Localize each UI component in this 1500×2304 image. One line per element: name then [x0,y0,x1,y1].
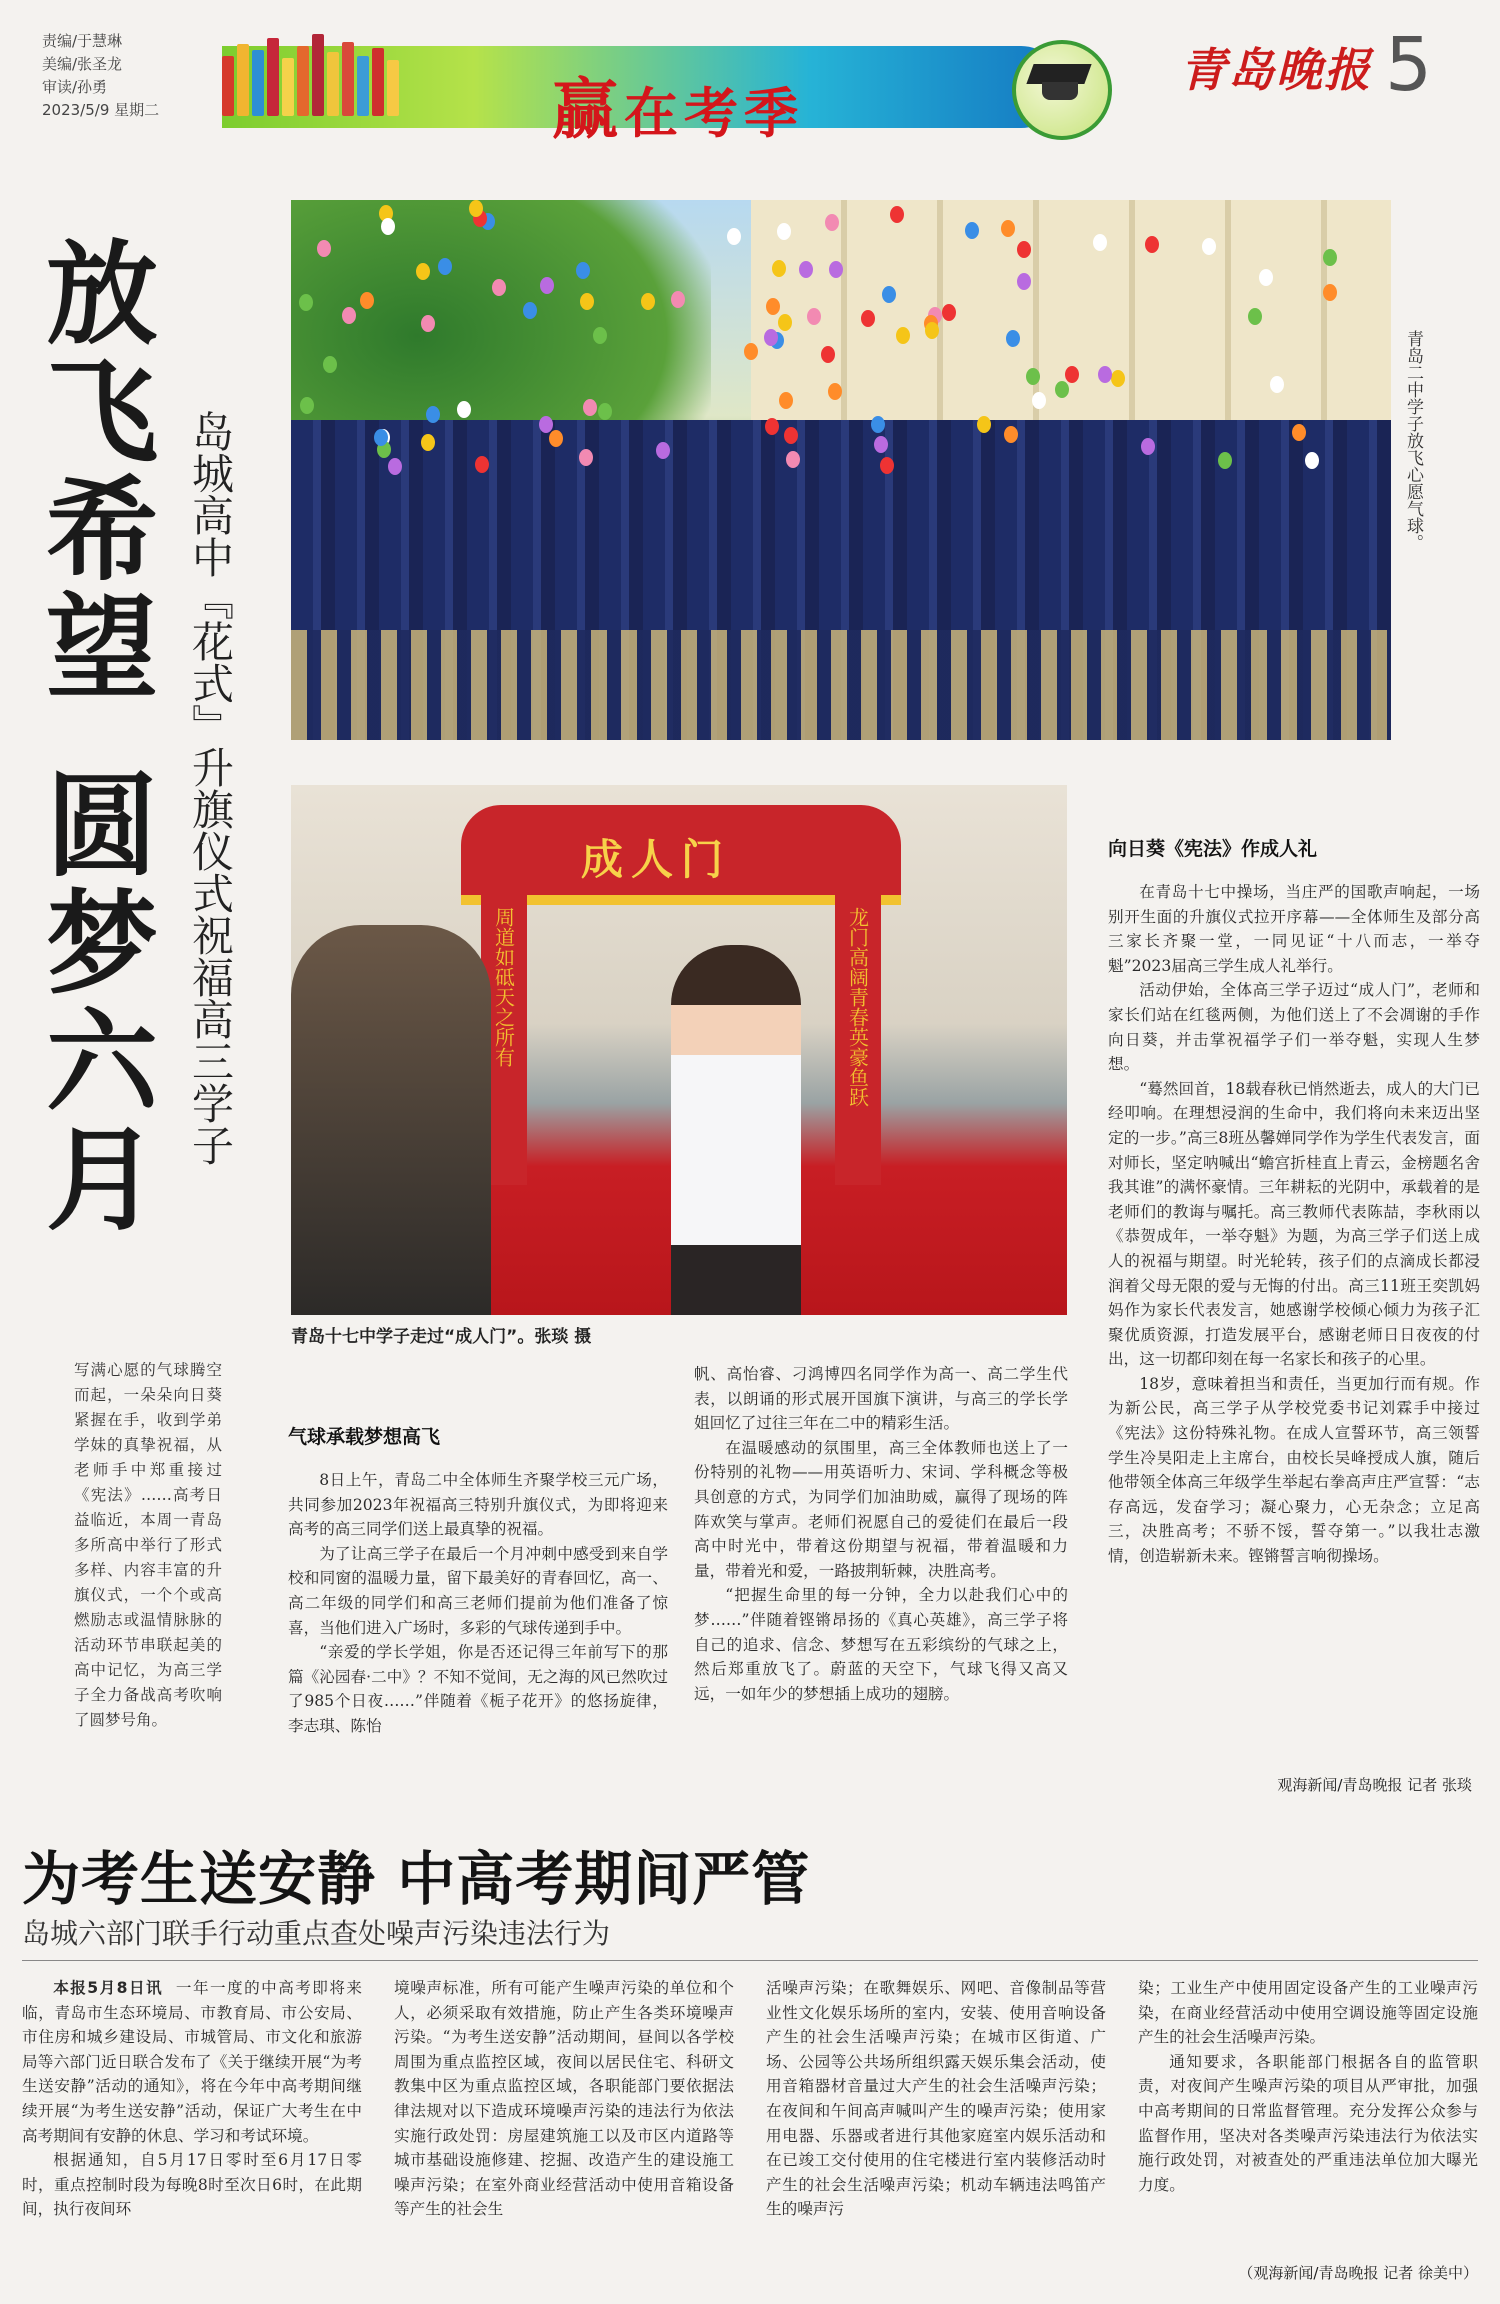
balloon-icon [807,308,821,325]
balloon-icon [896,327,910,344]
graduation-cap-base [1042,82,1078,100]
paragraph: “亲爱的学长学姐，你是否还记得三年前写下的那篇《沁园春·二中》？不知不觉间，无之海的风已然吹过了985个日夜……”伴随着《栀子花开》的悠扬旋律，李志琪、陈怡 [288,1643,668,1735]
proofreader-credit: 审读/孙勇 [42,78,108,96]
paragraph: 18岁，意味着担当和责任，当更加行而有规。作为新公民，高三学子从学校党委书记刘霖手中接过《宪法》这份特殊礼物。在成人宣誓环节，高三领誓学生冷昊阳走上主席台，由校长吴峰授成人旗，随后他带领全体高三年级学生举起右拳高声庄严宣誓：“志存高远，发奋学习；凝心聚力，心无杂念；立足高三，决胜高考；不骄不馁，誓夺第一。”以我壮志激情，创造崭新未来。铿锵誓言响彻操场。 [1108,1374,1480,1566]
balloon-icon [744,343,758,360]
feature-title-char: 希 [46,465,158,596]
feature-title-char: 飞 [46,347,158,478]
balloon-icon [828,383,842,400]
balloon-icon [438,258,452,275]
balloon-icon [317,240,331,257]
books-icon [222,34,399,116]
balloon-icon [764,329,778,346]
balloon-icon [882,286,896,303]
balloon-icon [492,279,506,296]
section-banner [222,28,1122,146]
balloon-icon [1305,452,1319,469]
section1-heading: 气球承载梦想高飞 [288,1426,441,1448]
balloon-icon [1323,249,1337,266]
balloon-release-photo [291,200,1391,740]
balloon-icon [727,228,741,245]
balloon-icon [777,223,791,240]
balloon-icon [890,206,904,223]
paragraph: 8日上午，青岛二中全体师生齐聚学校三元广场，共同参加2023年祝福高三特别升旗仪式，为即将迎来高考的高三同学们送上最真挚的祝福。 [288,1471,668,1539]
section2-column [1108,880,1480,1569]
balloon-icon [1218,452,1232,469]
header-meta [42,30,182,122]
balloon-icon [540,277,554,294]
balloon-icon [539,416,553,433]
balloon-icon [641,293,655,310]
feature-title-char: 月 [46,1115,158,1246]
page-number: 5 [1385,22,1433,108]
designer-credit: 美编/张圣龙 [42,55,123,73]
balloon-icon [1141,438,1155,455]
gate-sign: 成人门 [581,835,732,884]
photo2-caption: 青岛十七中学子走过“成人门”。张琰 摄 [291,1327,592,1347]
paragraph: 在青岛十七中操场，当庄严的国歌声响起，一场别开生面的升旗仪式拉开序幕——全体师生及部分高三家长齐聚一堂，一同见证“十八而志，一举夺魁”2023届高三学生成人礼举行。 [1108,883,1480,975]
feature-title-char: 放 [46,229,158,360]
paragraph: 通知要求，各职能部门根据各自的监管职责，对夜间产生噪声污染的项目从严审批，加强中高考期间的日常监督管理。充分发挥公众参与监督作用，坚决对各类噪声污染违法行为依法实施行政处罚，对被查处的严重违法单位加大曝光力度。 [1138,2052,1478,2194]
section2-heading: 向日葵《宪法》作成人礼 [1108,838,1318,860]
graduation-cap-icon [1026,64,1091,84]
feature-title-gap [42,708,162,768]
feature-intro: 写满心愿的气球腾空而起，一朵朵向日葵紧握在手，收到学弟学妹的真挚祝福，从老师手中郑重接过《宪法》……高考日益临近，本周一青岛多所高中举行了形式多样、内容丰富的升旗仪式，一个个或高燃励志或温情脉脉的活动环节串联起美的高中记忆，为高三学子全力备战高考吹响了圆梦号角。 [74,1361,222,1729]
balloon-icon [942,304,956,321]
news-lead: 本报5月8日讯 [53,1979,164,1997]
balloon-icon [579,449,593,466]
balloon-icon [821,346,835,363]
balloon-icon [671,291,685,308]
gate-arch [461,805,901,905]
paragraph [22,1976,362,2148]
balloon-icon [381,218,395,235]
balloon-icon [778,314,792,331]
balloon-icon [1001,220,1015,237]
news-column1 [22,1976,362,2222]
balloon-icon [1202,238,1216,255]
paragraph: 活动伊始，全体高三学子迈过“成人门”，老师和家长们站在红毯两侧，为他们送上了不会凋谢的手作向日葵，并击掌祝福学子们一举夺魁，实现人生梦想。 [1108,981,1480,1074]
balloon-icon [323,356,337,373]
balloon-icon [1098,366,1112,383]
banner-title-rest: 在考季 [624,82,804,145]
banner-title-big: 赢 [552,71,624,148]
paragraph: 帆、高怡睿、刁鸿博四名同学作为高一、高二学生代表，以朗诵的形式展开国旗下演讲，与高三的学长学姐回忆了过往三年在二中的精彩生活。 [694,1365,1068,1433]
parent-figure [291,925,491,1315]
balloon-icon [829,261,843,278]
feature-subtitle: 岛城高中『花式』升旗仪式祝福高三学子 [186,410,235,1166]
gate-pillar-right [835,895,881,1185]
balloon-icon [799,261,813,278]
gate-couplet-left: 周道如砥天之所有 [491,907,516,1067]
balloon-icon [1004,426,1018,443]
balloon-icon [475,456,489,473]
news-lead-text: 一年一度的中高考即将来临，青岛市生态环境局、市教育局、市公安局、市住房和城乡建设局、市城管局、市文化和旅游局等六部门近日联合发布了《关于继续开展“为考生送安静”活动的通知》，将在今年中高考期间继续开展“为考生送安静”活动，保证广大考生在中高考期间有安静的休息、学习和考试环境。 [22,1979,362,2145]
balloon-icon [360,292,374,309]
balloon-icon [299,294,313,311]
news-divider [22,1960,1478,1961]
balloon-icon [1111,370,1125,387]
newspaper-masthead: 青岛晚报 [1180,43,1372,97]
paragraph: 在温暖感动的氛围里，高三全体教师也送上了一份特别的礼物——用英语听力、宋词、学科概念等极具创意的方式，为同学们加油助威，赢得了现场的阵阵欢笑与掌声。老师们祝愿自己的爱徒们在最后一段高中时光中，带着这份期望与祝福，带着温暖和力量，带着光和爱，一路披荆斩棘，决胜高考。 [694,1438,1068,1580]
balloon-icon [784,427,798,444]
balloon-icon [1323,284,1337,301]
balloon-icon [388,458,402,475]
balloon-icon [300,397,314,414]
balloon-icon [880,457,894,474]
balloon-icon [965,222,979,239]
balloon-icon [1248,308,1262,325]
balloon-icon [583,399,597,416]
paragraph: 境噪声标准，所有可能产生噪声污染的单位和个人，必须采取有效措施，防止产生各类环境噪声污染。“为考生送安静”活动期间，昼间以各学校周围为重点监控区域，夜间以居民住宅、科研文教集中区为重点监控区域，各职能部门要依据法律法规对以下造成环境噪声污染的违法行为依法实施行政处罚：房屋建筑施工以及市区内道路等城市基础设施修建、挖掘、改造产生的建设施工噪声污染；在室外商业经营活动中使用音箱设备等产生的社会生 [394,1979,734,2219]
balloon-icon [457,401,471,418]
balloon-icon [786,451,800,468]
feature-title-char: 六 [46,997,158,1128]
gate-couplet-right: 龙门高阔青春英豪鱼跃 [845,907,870,1107]
balloon-icon [656,442,670,459]
feature-title-char: 望 [46,583,158,714]
student-figure [671,945,801,1315]
balloon-icon [523,302,537,319]
feature-title-char: 圆 [46,761,158,892]
news-subtitle: 岛城六部门联手行动重点查处噪声污染违法行为 [22,1917,611,1950]
balloon-icon [874,436,888,453]
balloon-icon [1270,376,1284,393]
balloon-icon [342,307,356,324]
section2-byline: 观海新闻/青岛晚报 记者 张琰 [1277,1776,1472,1794]
balloon-icon [469,200,483,217]
balloon-icon [977,416,991,433]
news-column3 [766,1976,1106,2222]
balloon-icon [416,263,430,280]
balloon-icon [593,327,607,344]
balloon-icon [861,310,875,327]
balloon-icon [765,418,779,435]
balloon-icon [825,214,839,231]
balloon-icon [598,403,612,420]
balloon-icon [772,260,786,277]
balloon-icon [1145,236,1159,253]
news-byline: （观海新闻/青岛晚报 记者 徐美中） [1238,2264,1478,2282]
balloon-icon [766,298,780,315]
balloon-icon [549,430,563,447]
paragraph: 根据通知，自5月17日零时至6月17日零时，重点控制时段为每晚8时至次日6时，在此期间，执行夜间环 [22,2151,362,2219]
feature-title [42,229,162,1246]
balloon-icon [580,293,594,310]
balloon-icon [421,434,435,451]
balloon-icon [1259,269,1273,286]
banner-title [552,56,804,151]
photo1-caption: 青岛二中学子放飞心愿气球。 [1403,330,1423,551]
balloon-icon [576,262,590,279]
section1-column1 [288,1468,668,1739]
balloon-icon [871,416,885,433]
paragraph: “蓦然回首，18载春秋已悄然逝去，成人的大门已经叩响。在理想浸润的生命中，我们将向未来迈出坚定的一步。”高三8班丛馨婵同学作为学生代表发言，面对师长，坚定呐喊出“蟾宫折桂直上青云，金榜题名舍我其谁”的满怀豪情。三年耕耘的光阴中，承载着的是老师们的教诲与嘱托。高三教师代表陈喆，李秋雨以《恭贺成年，一举夺魁》为题，为高三学子们送上成人的祝福与期望。时光轮转，孩子们的点滴成长都浸润着父母无限的爱与无悔的付出。高三11班王奕凯妈妈作为家长代表发言，她感谢学校倾心倾力为孩子汇聚优质资源，打造发展平台，感谢老师日日夜夜的付出，这一切都印刻在每一名家长和孩子的心里。 [1108,1079,1480,1369]
balloon-icon [925,322,939,339]
coming-of-age-gate-photo [291,785,1067,1315]
news-column2 [394,1976,734,2222]
balloon-icon [1032,392,1046,409]
paragraph: 为了让高三学子在最后一个月冲刺中感受到来自学校和同窗的温暖力量，留下最美好的青春回忆，高一、高二年级的同学们和高三老师们提前为他们准备了惊喜，当他们进入广场时，多彩的气球传递到手中。 [288,1544,668,1637]
balloon-icon [1055,381,1069,398]
balloon-icon [1292,424,1306,441]
paragraph: 染；工业生产中使用固定设备产生的工业噪声污染，在商业经营活动中使用空调设施等固定设施产生的社会生活噪声污染。 [1138,1979,1478,2047]
editor-credit: 责编/于慧琳 [42,32,123,50]
balloon-icon [1017,273,1031,290]
paragraph: 活噪声污染；在歌舞娱乐、网吧、音像制品等营业性文化娱乐场所的室内，安装、使用音响设备产生的社会生活噪声污染；在城市区街道、广场、公园等公共场所组织露天娱乐集会活动，使用音箱器材音量过大产生的社会生活噪声污染；在夜间和午间高声喊叫产生的噪声污染；使用家用电器、乐器或者进行其他家庭室内娱乐活动和在已竣工交付使用的住宅楼进行室内装修活动时产生的社会生活噪声污染；机动车辆违法鸣笛产生的噪声污 [766,1979,1106,2219]
balloon-icon [1093,234,1107,251]
balloon-icon [779,392,793,409]
news-title: 为考生送安静 中高考期间严管 [22,1845,811,1913]
feature-title-char: 梦 [46,879,158,1010]
section1-column2 [694,1362,1068,1706]
paragraph: “把握生命里的每一分钟，全力以赴我们心中的梦……”伴随着铿锵昂扬的《真心英雄》，高三学子将自己的追求、信念、梦想写在五彩缤纷的气球之上，然后郑重放飞了。蔚蓝的天空下，气球飞得又高又远，一如年少的梦想插上成功的翅膀。 [694,1586,1068,1703]
balloon-icon [1006,330,1020,347]
balloon-icon [1017,241,1031,258]
balloon-icon [374,429,388,446]
balloon-icon [1065,366,1079,383]
issue-date: 2023/5/9 星期二 [42,101,160,119]
balloon-icon [421,315,435,332]
balloon-icon [426,406,440,423]
balloon-icon [1026,368,1040,385]
news-column4 [1138,1976,1478,2197]
